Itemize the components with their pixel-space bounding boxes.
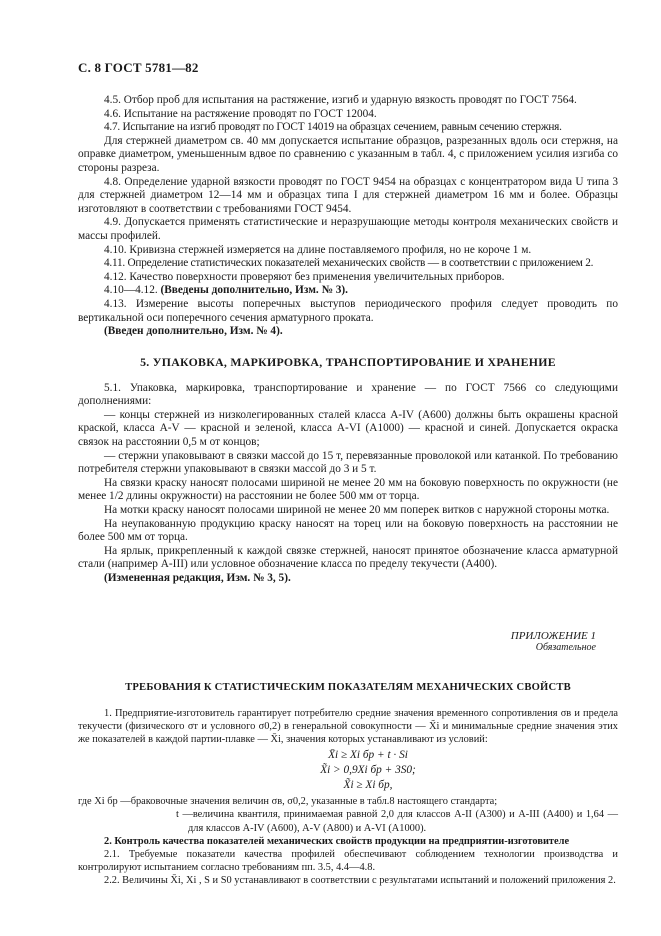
paragraph-4-12: 4.12. Качество поверхности проверяют без применения увеличительных приборов. [104, 270, 505, 283]
amendment-range: 4.10—4.12. [104, 284, 158, 297]
amendment-note-2: (Введен дополнительно, Изм. № 4). [104, 325, 283, 338]
appendix-number: ПРИЛОЖЕНИЕ 1 [510, 629, 596, 642]
paragraph-4-9: 4.9. Допускается применять статистические и неразрушающие методы контроля механических свойств и массы профилей. [78, 216, 618, 242]
formula-1: X̄i ≥ Xi бр + t · Si [328, 749, 408, 762]
paragraph-4-13: 4.13. Измерение высоты поперечных выступов периодического профиля следует проводить по вертикальной оси поперечного сечения арматурного проката. [78, 297, 618, 324]
formula-2: X̃i > 0,9Xi бр + 3S0; [320, 764, 416, 777]
amendment-note-3: (Измененная редакция, Изм. № 3, 5). [104, 572, 291, 584]
paragraph-5-1: 5.1. Упаковка, маркировка, транспортирование и хранение — по ГОСТ 7566 со следующими дополнениями: [78, 381, 618, 408]
paragraph-5-1-item-1: — концы стержней из низколегированных сталей класса А-IV (А600) должны быть окрашены красной краской, класса А-V — красной и зеленой, класса А-VI (А1000) — красной и синей. Допускается окраска связок на расстоянии 0,5 м от концов; [78, 408, 618, 449]
appendix-paragraph-2-1: 2.1. Требуемые показатели качества профилей обеспечивают соблюдением технологии производства и контролируют испытанием согласно требованиям пп. 3.5, 4.4—4.8. [78, 849, 618, 874]
paragraph-5-coils: На мотки краску наносят полосами шириной не менее 20 мм поперек витков с наружной стороны мотка. [104, 504, 610, 517]
appendix-title: ТРЕБОВАНИЯ К СТАТИСТИЧЕСКИМ ПОКАЗАТЕЛЯМ МЕХАНИЧЕСКИХ СВОЙСТВ [125, 681, 571, 693]
appendix-label [78, 630, 618, 654]
formula-3: X̃i ≥ Xi бр, [343, 779, 393, 792]
amendment-text: (Введены дополнительно, Изм. № 3). [160, 284, 348, 297]
document-body [78, 94, 618, 888]
paragraph-4-6: 4.6. Испытание на растяжение проводят по ГОСТ 12004. [104, 107, 377, 120]
paragraph-4-11: 4.11. Определение статистических показателей механических свойств — в соответствии с приложением 2. [104, 257, 594, 270]
paragraph-4-8: 4.8. Определение ударной вязкости проводят по ГОСТ 9454 на образцах с концентратором вида U типа 3 для стержней диаметром 12—14 мм и образцах типа I для стержней диаметром 16 мм и более. Образцы изготовляют в соответствии с требованиями ГОСТ 9454. [78, 175, 618, 215]
section-5-title: 5. УПАКОВКА, МАРКИРОВКА, ТРАНСПОРТИРОВАНИЕ И ХРАНЕНИЕ [140, 354, 556, 369]
appendix-paragraph-1: 1. Предприятие-изготовитель гарантирует потребителю средние значения временного сопротивления σв и предела текучести (физического σт и условного σ0,2) в генеральной совокупности — X̃i и минимальные средние значения этих же показателей в каждой партии-плавке — X̄i, значения которых устанавливают из условий: [78, 707, 618, 745]
paragraph-4-7: 4.7. Испытание на изгиб проводят по ГОСТ 14019 на образцах сечением, равным сечению стержня. [104, 121, 562, 134]
appendix-paragraph-2: 2. Контроль качества показателей механических свойств продукции на предприятии-изготовителе [104, 835, 570, 847]
appendix-paragraph-2-2: 2.2. Величины X̄i, Xi , S и S0 устанавливают в соответствии с результатами испытаний и положений приложения 2. [104, 875, 616, 887]
paragraph-5-1-item-2: — стержни упаковывают в связки массой до 15 т, перевязанные проволокой или катанкой. По требованию потребителя стержни упаковывают в связки массой до 3 и 5 т. [78, 449, 618, 476]
paragraph-5-unpacked: На неупакованную продукцию краску наносят на торец или на боковую поверхность на расстоянии не более 500 мм от торца. [78, 517, 618, 544]
appendix-status: Обязательное [535, 641, 596, 653]
formula-block [78, 748, 618, 793]
formula-legend-2: t —величина квантиля, принимаемая равной 2,0 для классов А-II (А300) и А-III (А400) и 1,64 — для классов А-IV (А600), А-V (А800) и А-VI (А1000). [176, 809, 618, 834]
paragraph-5-label: На ярлык, прикрепленный к каждой связке стержней, наносят принятое обозначение класса арматурной стали (например А-IIІ) или условное обозначение класса по пределу текучести (А400). [78, 544, 618, 571]
amendment-note-1 [78, 284, 618, 298]
paragraph-4-5: 4.5. Отбор проб для испытания на растяжение, изгиб и ударную вязкость проводят по ГОСТ 7564. [104, 94, 577, 106]
formula-legend-1: где Xi бр —браковочные значения величин σв, σ0,2, указанные в табл.8 настоящего стандарта; [78, 796, 498, 808]
paragraph-4-10: 4.10. Кривизна стержней измеряется на длине поставляемого профиля, но не короче 1 м. [104, 243, 532, 256]
paragraph-4-7-cont: Для стержней диаметром св. 40 мм допускается испытание образцов, разрезанных вдоль оси стержня, на оправке диаметром, уменьшенным вдвое по сравнению с указанным в табл. 4, с приложением усилия изгиба со стороны разреза. [78, 134, 618, 174]
paragraph-5-bundles: На связки краску наносят полосами шириной не менее 20 мм на боковую поверхность по окружности (не менее 1/2 длины окружности) на расстоянии не более 500 мм от торца. [78, 476, 618, 503]
page-header: С. 8 ГОСТ 5781—82 [78, 60, 199, 75]
